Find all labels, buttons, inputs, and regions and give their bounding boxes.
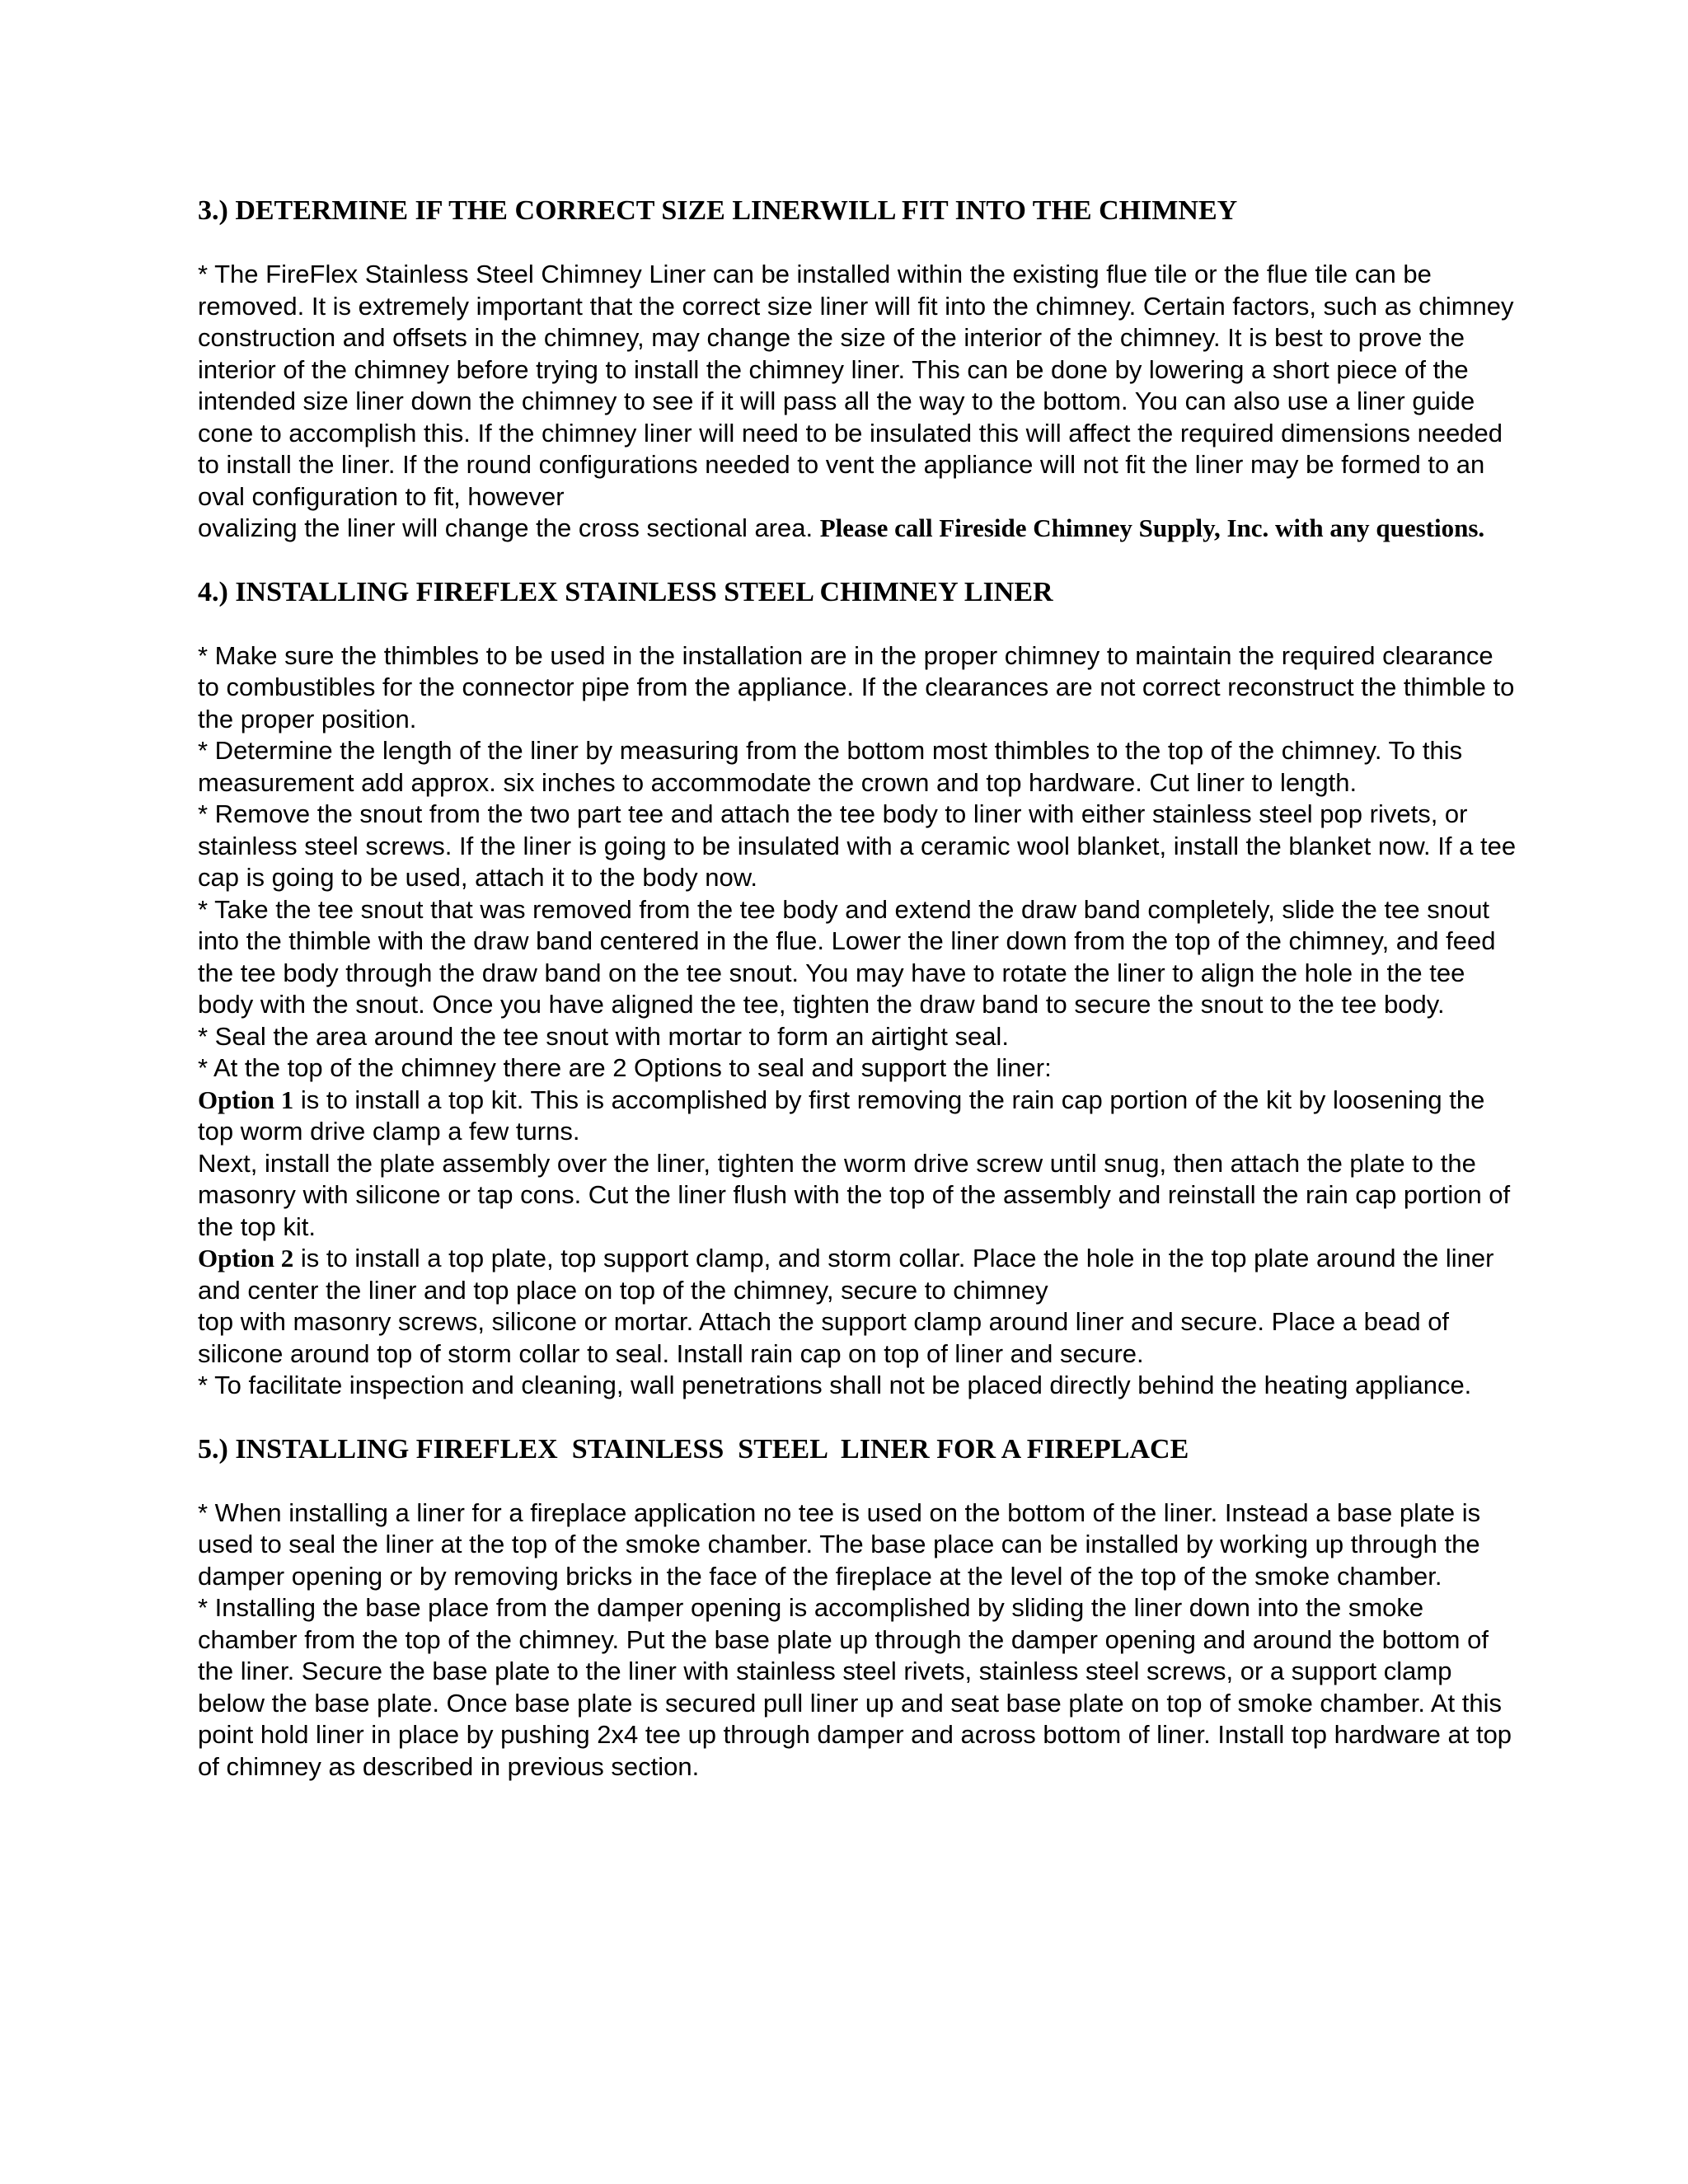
section-4-paragraph-1: * Make sure the thimbles to be used in the installation are in the proper chimney to maintain the required clearance to combustibles for the connector pipe from the appliance. If the clearances are not correct reconstruct the thimble to the proper position. [198, 640, 1515, 733]
option-1-label: Option 1 [198, 1085, 294, 1114]
option-1-paragraph [198, 1085, 1517, 1148]
section-4-paragraph-2: * Determine the length of the liner by measuring from the bottom most thimbles to the top of the chimney. To this measurement add approx. six inches to accommodate the crown and top hardware. Cut liner to length. [198, 736, 1463, 797]
section-4-paragraph-7: Next, install the plate assembly over the liner, tighten the worm drive screw until snug, then attach the plate to the masonry with silicone or tap cons. Cut the liner flush with the top of the assembly and reinstall the rain cap portion of the top kit. [198, 1148, 1511, 1241]
section-3-paragraph-2-text: ovalizing the liner will change the cross sectional area. [198, 513, 820, 542]
option-1-text: is to install a top kit. This is accomplished by first removing the rain cap portion of the kit by loosening the top worm drive clamp a few turns. [198, 1085, 1485, 1146]
contact-note: Please call Fireside Chimney Supply, Inc. with any questions. [819, 513, 1485, 542]
section-3-paragraph-1: * The FireFlex Stainless Steel Chimney Liner can be installed within the existing flue tile or the flue tile can be removed. It is extremely important that the correct size liner will fit into the chimney. Certain factors, such as chimney construction and offsets in the chimney, may change the size of the interior of the chimney. It is best to prove the interior of the chimney before trying to install the chimney liner. This can be done by lowering a short piece of the intended size liner down the chimney to see if it will pass all the way to the bottom. You can also use a liner guide cone to accomplish this. If the chimney liner will need to be insulated this will affect the required dimensions needed to install the liner. If the round configurations needed to vent the appliance will not fit the liner may be formed to an oval configuration to fit, however [198, 260, 1514, 511]
option-2-text: is to install a top plate, top support clamp, and storm collar. Place the hole in the top plate around the liner and center the liner and top place on top of the chimney, secure to chimney [198, 1244, 1494, 1305]
section-4-paragraph-4: * Take the tee snout that was removed from the tee body and extend the draw band completely, slide the tee snout into the thimble with the draw band centered in the flue. Lower the liner down from the top of the chimney, and feed the tee body through the draw band on the tee snout. You may have to rotate the liner to align the hole in the tee body with the snout. Once you have aligned the tee, tighten the draw band to secure the snout to the tee body. [198, 894, 1496, 1019]
section-4-paragraph-6: * At the top of the chimney there are 2 Options to seal and support the liner: [198, 1053, 1052, 1082]
section-3-heading: 3.) DETERMINE IF THE CORRECT SIZE LINERWILL FIT INTO THE CHIMNEY [198, 195, 1238, 226]
section-3-paragraph-2 [198, 513, 1517, 545]
document-body [198, 194, 1517, 1783]
section-4-paragraph-3: * Remove the snout from the two part tee and attach the tee body to liner with either stainless steel pop rivets, or stainless steel screws. If the liner is going to be insulated with a ceramic wool blanket, install the blanket now. If a tee cap is going to be used, attach it to the body now. [198, 799, 1517, 892]
option-2-label: Option 2 [198, 1244, 294, 1272]
section-5-paragraph-2: * Installing the base place from the damper opening is accomplished by sliding the liner down into the smoke chamber from the top of the chimney. Put the base plate up through the damper opening and around the bottom of the liner. Secure the base plate to the liner with stainless steel rivets, stainless steel screws, or a support clamp below the base plate. Once base plate is secured pull liner up and seat base plate on top of smoke chamber. At this point hold liner in place by pushing 2x4 tee up through damper and across bottom of liner. Install top hardware at top of chimney as described in previous section. [198, 1593, 1512, 1781]
option-2-paragraph [198, 1243, 1517, 1306]
section-4-paragraph-5: * Seal the area around the tee snout with mortar to form an airtight seal. [198, 1021, 1009, 1051]
section-5-heading: 5.) INSTALLING FIREFLEX STAINLESS STEEL LINER FOR A FIREPLACE [198, 1433, 1189, 1465]
section-5-paragraph-1: * When installing a liner for a fireplace application no tee is used on the bottom of the liner. Instead a base plate is used to seal the liner at the top of the smoke chamber. The base place can be installed by working up through the damper opening or by removing bricks in the face of the fireplace at the level of the top of the smoke chamber. [198, 1497, 1481, 1591]
section-4-paragraph-8: top with masonry screws, silicone or mortar. Attach the support clamp around liner and secure. Place a bead of silicone around top of storm collar to seal. Install rain cap on top of liner and secure. [198, 1307, 1450, 1368]
section-4-paragraph-9: * To facilitate inspection and cleaning, wall penetrations shall not be placed directly behind the heating appliance. [198, 1371, 1472, 1399]
section-4-heading: 4.) INSTALLING FIREFLEX STAINLESS STEEL CHIMNEY LINER [198, 576, 1053, 607]
